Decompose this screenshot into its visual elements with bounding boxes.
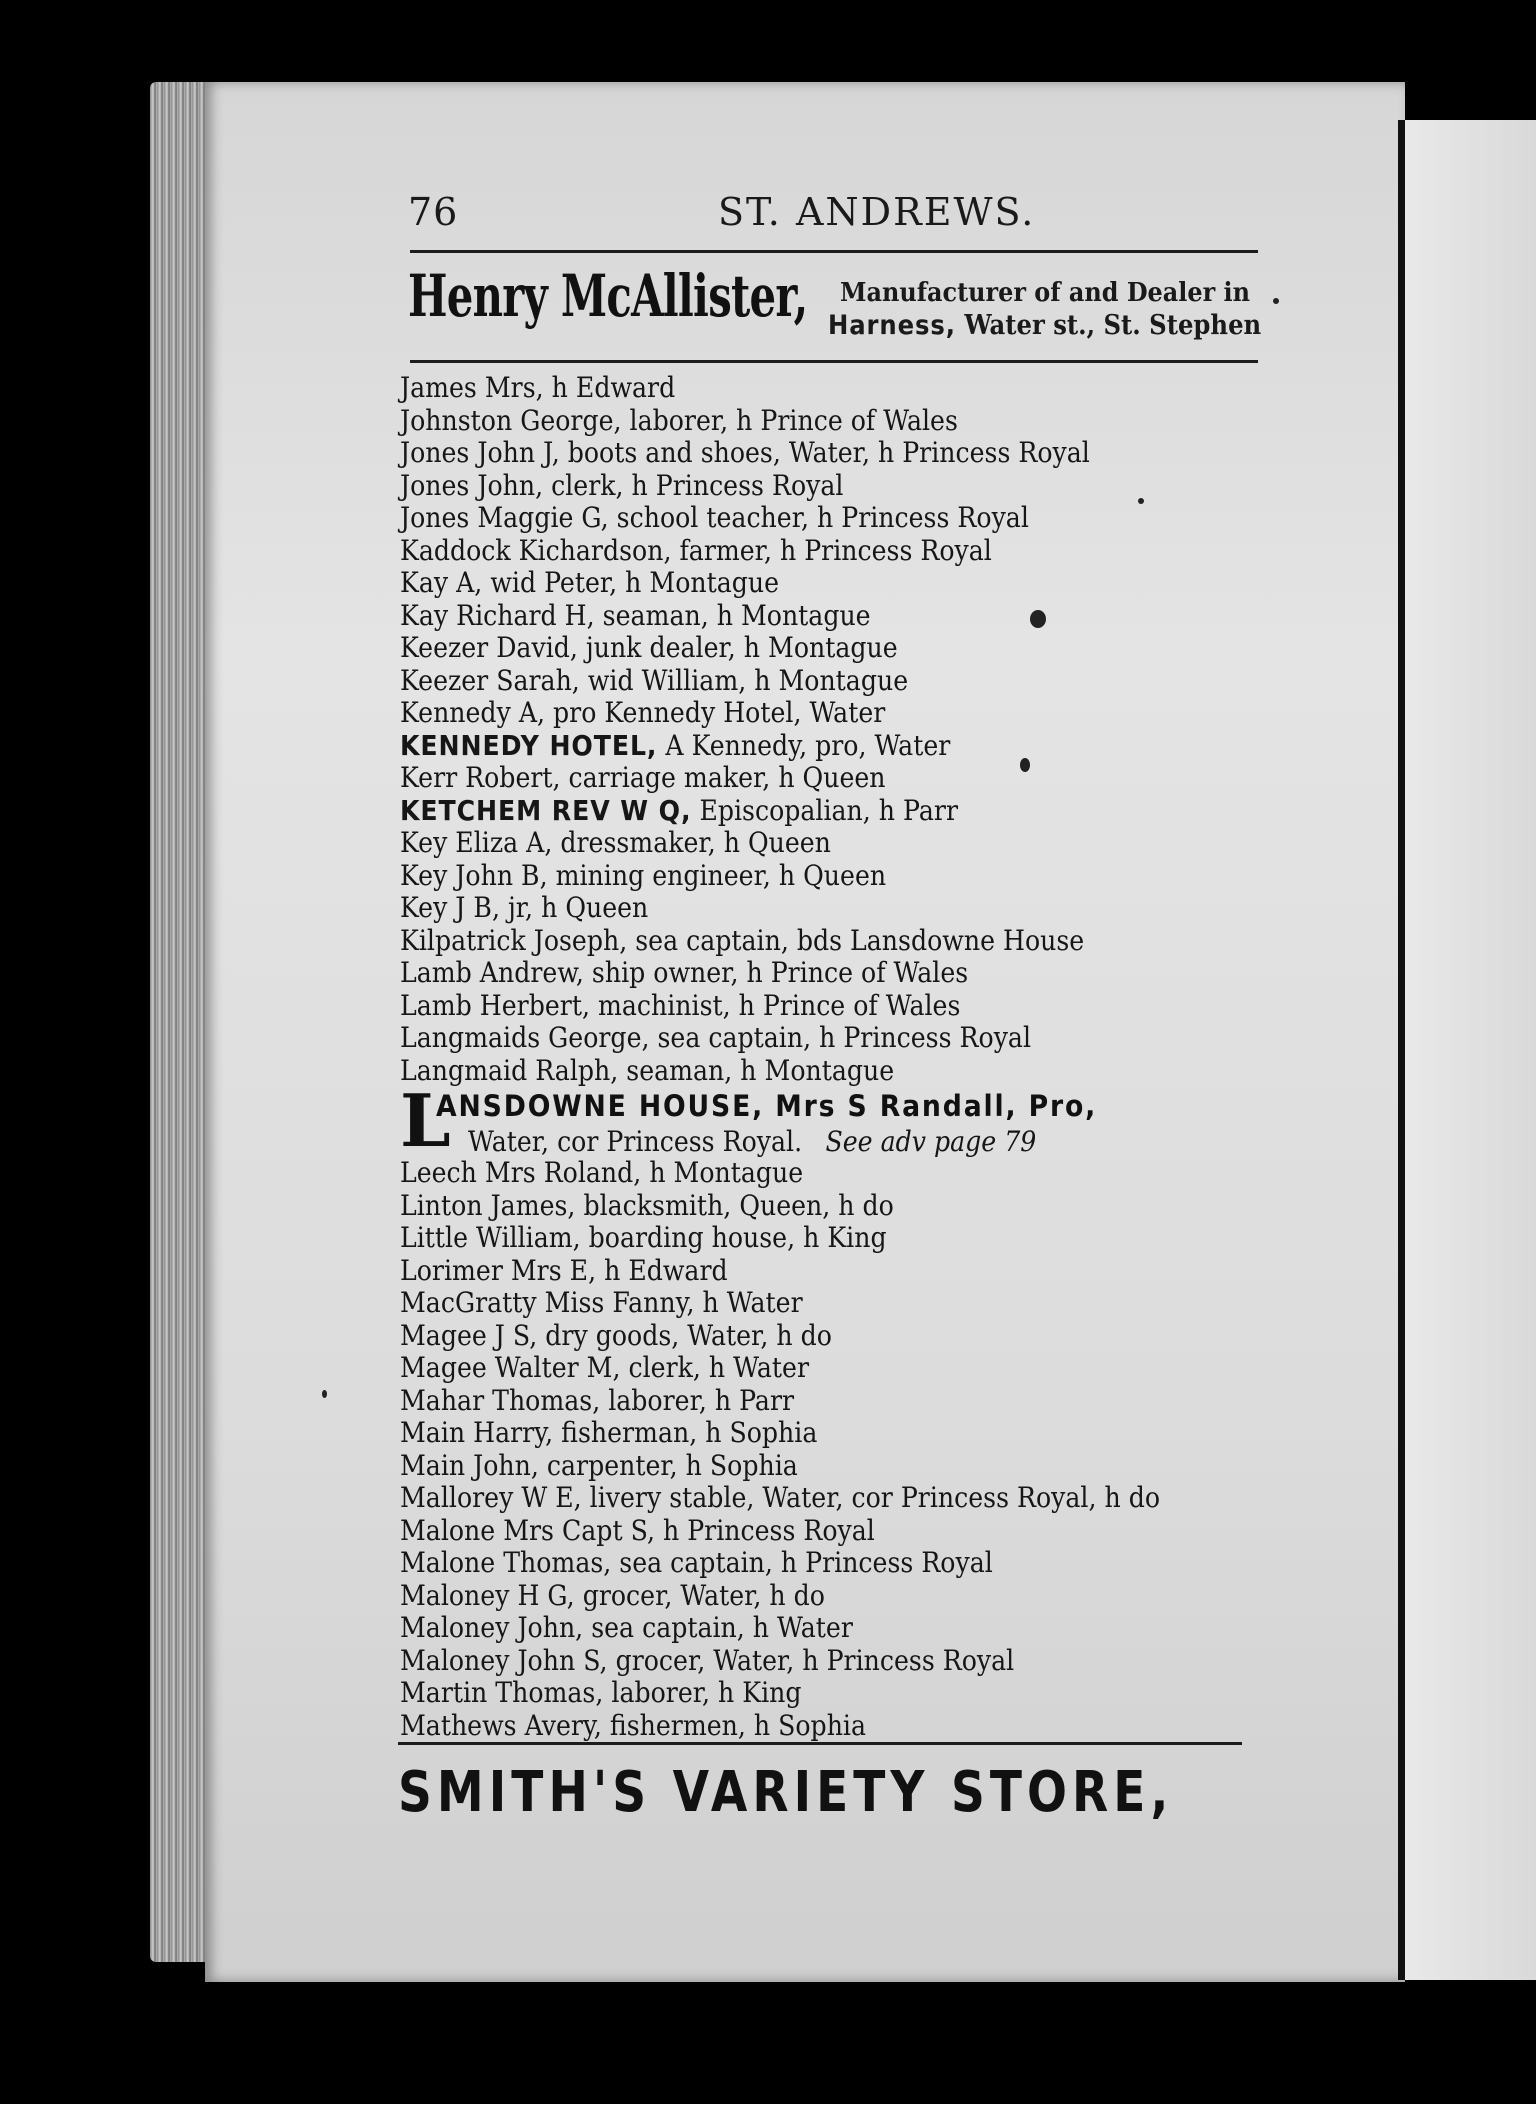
list-item: Mathews Avery, fishermen, h Sophia bbox=[400, 1708, 867, 1742]
list-item: Maloney John S, grocer, Water, h Princess Royal bbox=[400, 1643, 1015, 1677]
lansdowne-heading: ANSDOWNE HOUSE, Mrs S Randall, Pro, bbox=[436, 1089, 1098, 1123]
list-item: Kay Richard H, seaman, h Montague bbox=[400, 598, 871, 632]
list-item: Keezer David, junk dealer, h Montague bbox=[400, 631, 898, 664]
list-item: Malone Mrs Capt S, h Princess Royal bbox=[400, 1513, 875, 1547]
list-item: Main John, carpenter, h Sophia bbox=[400, 1448, 798, 1482]
lansdowne-house-listing bbox=[400, 1078, 1280, 1163]
list-item: Maloney John, sea captain, h Water bbox=[400, 1611, 853, 1644]
list-item: Magee Walter M, clerk, h Water bbox=[400, 1351, 810, 1384]
facing-page-edge bbox=[1405, 120, 1536, 1980]
list-item: Lorimer Mrs E, h Edward bbox=[400, 1253, 728, 1287]
list-item-ketchem bbox=[400, 795, 1192, 828]
list-item: Lamb Andrew, ship owner, h Prince of Wales bbox=[400, 956, 969, 989]
list-item: Langmaids George, sea captain, h Princess Royal bbox=[400, 1021, 1032, 1054]
ad-product: Harness, bbox=[828, 310, 956, 341]
list-item: Kilpatrick Joseph, sea captain, bds Lansdowne House bbox=[400, 923, 1085, 957]
see-advert-reference: See adv page 79 bbox=[825, 1125, 1037, 1158]
ad-rule bbox=[410, 360, 1258, 363]
list-item: Malone Thomas, sea captain, h Princess Royal bbox=[400, 1546, 993, 1579]
list-item: Keezer Sarah, wid William, h Montague bbox=[400, 663, 909, 697]
list-item: Main Harry, fisherman, h Sophia bbox=[400, 1416, 818, 1449]
list-item: Key J B, jr, h Queen bbox=[400, 891, 649, 924]
list-item: Jones Maggie G, school teacher, h Princess Royal bbox=[400, 501, 1029, 534]
running-head: ST. ANDREWS. bbox=[718, 190, 1036, 234]
list-item: Little William, boarding house, h King bbox=[400, 1221, 887, 1254]
ink-speck bbox=[1030, 610, 1046, 628]
header-rule bbox=[410, 250, 1258, 253]
ink-speck bbox=[322, 1390, 327, 1398]
directory-entries bbox=[400, 372, 1280, 1742]
list-item: James Mrs, h Edward bbox=[400, 371, 676, 404]
page-header bbox=[408, 190, 1258, 246]
list-item: Maloney H G, grocer, Water, h do bbox=[400, 1578, 825, 1612]
drop-cap: L bbox=[400, 1078, 451, 1163]
list-item: Jones John J, boots and shoes, Water, h Princess Royal bbox=[400, 436, 1090, 469]
ad-address: Water st., St. Stephen bbox=[955, 310, 1262, 341]
list-item: Magee J S, dry goods, Water, h do bbox=[400, 1318, 832, 1352]
list-item: Kerr Robert, carriage maker, h Queen bbox=[400, 761, 886, 794]
list-item: MacGratty Miss Fanny, h Water bbox=[400, 1286, 803, 1319]
footer-rule bbox=[398, 1742, 1242, 1745]
top-advertisement bbox=[408, 262, 1263, 352]
ink-speck bbox=[1273, 298, 1279, 304]
list-item: Kennedy A, pro Kennedy Hotel, Water bbox=[400, 696, 886, 729]
lansdowne-address bbox=[468, 1125, 1036, 1158]
list-item: Key Eliza A, dressmaker, h Queen bbox=[400, 826, 831, 859]
lansdowne-street: Water, cor Princess Royal. bbox=[468, 1125, 803, 1158]
list-item: Jones John, clerk, h Princess Royal bbox=[400, 468, 844, 502]
list-item: Mahar Thomas, laborer, h Parr bbox=[400, 1383, 795, 1417]
ad-business-name: Henry McAllister, bbox=[408, 262, 808, 330]
list-item: Martin Thomas, laborer, h King bbox=[400, 1676, 802, 1709]
list-item: Johnston George, laborer, h Prince of Wales bbox=[400, 403, 958, 437]
entry-name-bold: KETCHEM REV W Q, bbox=[400, 793, 692, 827]
list-item: Lamb Herbert, machinist, h Prince of Wales bbox=[400, 988, 961, 1022]
list-item: Leech Mrs Roland, h Montague bbox=[400, 1156, 804, 1189]
ad-description-line2 bbox=[828, 310, 1261, 341]
list-item: Langmaid Ralph, seaman, h Montague bbox=[400, 1053, 895, 1087]
ink-speck bbox=[1020, 758, 1030, 772]
entry-details: Episcopalian, h Parr bbox=[691, 793, 958, 827]
ink-speck bbox=[1138, 498, 1144, 504]
list-item-kennedy-hotel bbox=[400, 730, 1192, 763]
list-item: Kaddock Kichardson, farmer, h Princess Royal bbox=[400, 533, 992, 567]
footer-advertisement: SMITH'S VARIETY STORE, bbox=[398, 1760, 1174, 1825]
entry-details: A Kennedy, pro, Water bbox=[657, 728, 951, 762]
list-item: Kay A, wid Peter, h Montague bbox=[400, 566, 780, 599]
list-item: Key John B, mining engineer, h Queen bbox=[400, 858, 887, 892]
list-item: Linton James, blacksmith, Queen, h do bbox=[400, 1188, 894, 1222]
page-number: 76 bbox=[408, 190, 459, 234]
entry-name-bold: KENNEDY HOTEL, bbox=[400, 728, 658, 762]
ad-description-line1: Manufacturer of and Dealer in bbox=[840, 278, 1251, 308]
list-item: Mallorey W E, livery stable, Water, cor Princess Royal, h do bbox=[400, 1481, 1161, 1514]
